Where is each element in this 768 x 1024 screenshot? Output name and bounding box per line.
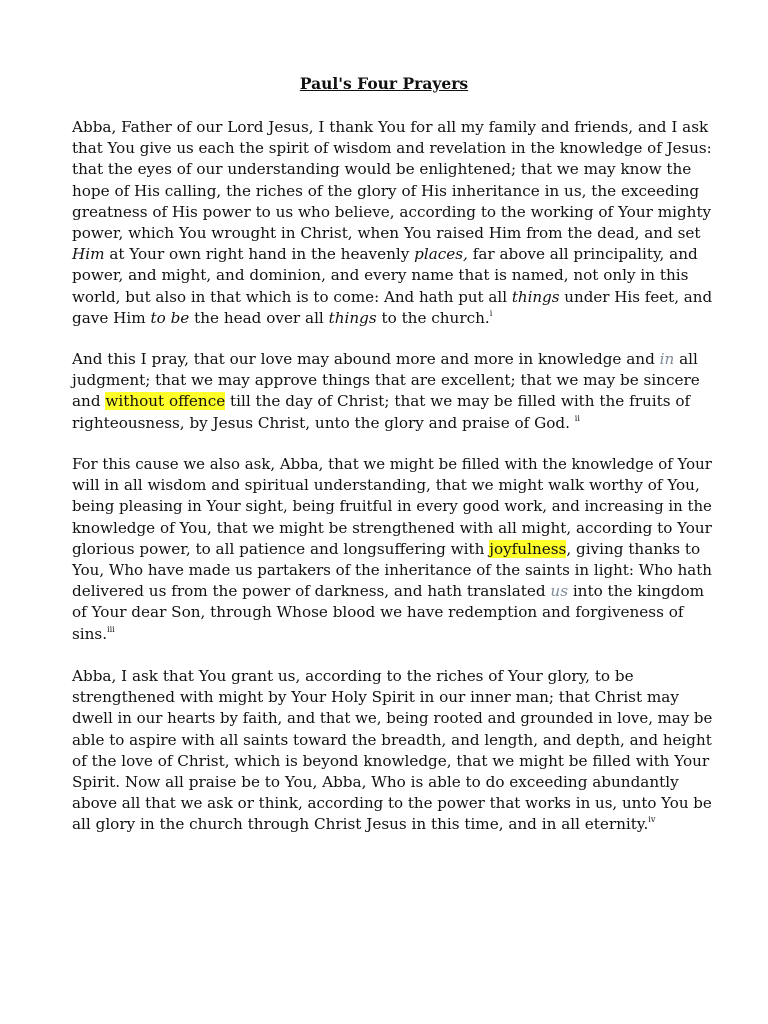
text-line bbox=[72, 265, 712, 286]
text-line bbox=[72, 349, 712, 370]
italic-word: places, bbox=[414, 245, 468, 264]
text-run: till the day of Christ; that we may be filled with the fruits of bbox=[225, 392, 691, 411]
text-run: Abba, Father of our Lord Jesus, I thank You for all my family and friends, and I ask bbox=[72, 118, 709, 136]
text-run: to the church. bbox=[376, 308, 490, 327]
italic-word: things bbox=[328, 308, 377, 327]
text-run: far above all principality, and bbox=[467, 245, 698, 264]
text-run: greatness of His power to us who believe, according to the working of Your mighty bbox=[72, 202, 712, 221]
text-line bbox=[72, 138, 712, 159]
text-line bbox=[72, 560, 712, 581]
text-run: delivered us from the power of darkness, and hath translated bbox=[72, 582, 551, 601]
prayer-paragraph-2 bbox=[72, 349, 712, 434]
text-run: And this I pray, that our love may abound more and more in knowledge and bbox=[72, 350, 660, 368]
text-line bbox=[72, 772, 712, 793]
prayer-paragraph-4 bbox=[72, 666, 712, 836]
text-line bbox=[72, 181, 712, 202]
text-run: dwell in our hearts by faith, and that we, being rooted and grounded in love, may be bbox=[72, 709, 713, 728]
text-run: You, Who have made us partakers of the inheritance of the saints in light: Who hath bbox=[72, 560, 712, 579]
text-line bbox=[72, 287, 713, 308]
text-run: For this cause we also ask, Abba, that we might be filled with the knowledge of Your bbox=[72, 455, 712, 473]
text-line bbox=[72, 370, 712, 391]
text-line bbox=[72, 581, 712, 602]
endnote-marker: i bbox=[489, 308, 493, 318]
text-line bbox=[72, 244, 712, 265]
text-line bbox=[72, 624, 712, 645]
text-run: of Your dear Son, through Whose blood we have redemption and forgiveness of bbox=[72, 603, 684, 622]
gray-italic-word: us bbox=[550, 582, 568, 601]
text-run: able to aspire with all saints toward the breadth, and length, and depth, and height bbox=[72, 730, 712, 749]
text-line bbox=[72, 159, 712, 180]
text-run: glorious power, to all patience and longsuffering with bbox=[72, 539, 490, 558]
document-title: Paul's Four Prayers bbox=[299, 74, 469, 93]
text-line bbox=[72, 793, 712, 814]
gray-italic-word: in bbox=[659, 350, 675, 368]
text-line bbox=[72, 223, 712, 244]
text-line bbox=[72, 308, 712, 329]
text-run: sins. bbox=[72, 624, 108, 643]
text-run: that You give us each the spirit of wisdom and revelation in the knowledge of Jesus: bbox=[72, 139, 712, 158]
text-run: the head over all bbox=[189, 308, 329, 327]
text-run: at Your own right hand in the heavenly bbox=[104, 245, 415, 264]
text-run: Spirit. Now all praise be to You, Abba, Who is able to do exceeding abundantly bbox=[72, 772, 679, 791]
text-run: that the eyes of our understanding would be enlightened; that we may know the bbox=[72, 160, 692, 179]
prayer-paragraph-1 bbox=[72, 117, 712, 329]
italic-word: to be bbox=[150, 308, 190, 327]
text-line bbox=[72, 518, 710, 539]
highlighted-phrase: without offence bbox=[105, 392, 226, 411]
text-line bbox=[72, 454, 712, 475]
text-run: all bbox=[674, 350, 698, 368]
text-run: being pleasing in Your sight, being fruitful in every good work, and increasing in the bbox=[72, 497, 712, 516]
text-run: judgment; that we may approve things that are excellent; that we may be sincere bbox=[72, 371, 700, 390]
text-line bbox=[72, 413, 712, 434]
text-run: righteousness, by Jesus Christ, unto the glory and praise of God. bbox=[72, 413, 575, 432]
text-run: all glory in the church through Christ Jesus in this time, and in all eternity. bbox=[72, 815, 649, 834]
text-run: above all that we ask or think, according to the power that works in us, unto You be bbox=[72, 794, 712, 813]
text-line bbox=[72, 602, 712, 623]
prayer-paragraph-3 bbox=[72, 454, 712, 645]
endnote-marker: iii bbox=[107, 624, 115, 634]
text-line bbox=[72, 814, 712, 835]
text-run: , giving thanks to bbox=[566, 539, 701, 558]
text-line bbox=[72, 391, 712, 412]
italic-word: Him bbox=[72, 245, 105, 264]
text-line bbox=[72, 539, 712, 560]
text-run: Abba, I ask that You grant us, according to the riches of Your glory, to be bbox=[72, 667, 634, 685]
text-run: will in all wisdom and spiritual understanding, that we might walk worthy of You, bbox=[72, 476, 700, 495]
endnote-marker: iv bbox=[648, 815, 656, 825]
text-run: power, and might, and dominion, and every name that is named, not only in this bbox=[72, 266, 689, 285]
text-run: gave Him bbox=[72, 308, 151, 327]
highlighted-phrase: joyfulness bbox=[489, 539, 567, 558]
endnote-marker: ii bbox=[574, 413, 580, 423]
text-line bbox=[72, 666, 712, 687]
text-line bbox=[72, 475, 712, 496]
text-line bbox=[72, 117, 712, 138]
text-line bbox=[72, 687, 712, 708]
text-run: world, but also in that which is to come: And hath put all bbox=[72, 287, 512, 306]
text-run: under His feet, and bbox=[559, 287, 713, 306]
text-run: and bbox=[72, 392, 106, 411]
text-line bbox=[72, 708, 713, 729]
text-line bbox=[72, 202, 712, 223]
text-run: knowledge of You, that we might be strengthened with all might, according to Your bbox=[72, 518, 712, 537]
text-line bbox=[72, 496, 712, 517]
text-run: of the love of Christ, which is beyond knowledge, that we might be filled with Your bbox=[72, 751, 710, 770]
text-run: strengthened with might by Your Holy Spirit in our inner man; that Christ may bbox=[72, 688, 679, 707]
text-line bbox=[72, 751, 712, 772]
italic-word: things bbox=[511, 287, 560, 306]
text-run: into the kingdom bbox=[568, 582, 705, 601]
text-line bbox=[72, 730, 712, 751]
text-run: hope of His calling, the riches of the glory of His inheritance in us, the exceeding bbox=[72, 181, 700, 200]
text-run: power, which You wrought in Christ, when You raised Him from the dead, and set bbox=[72, 223, 701, 242]
